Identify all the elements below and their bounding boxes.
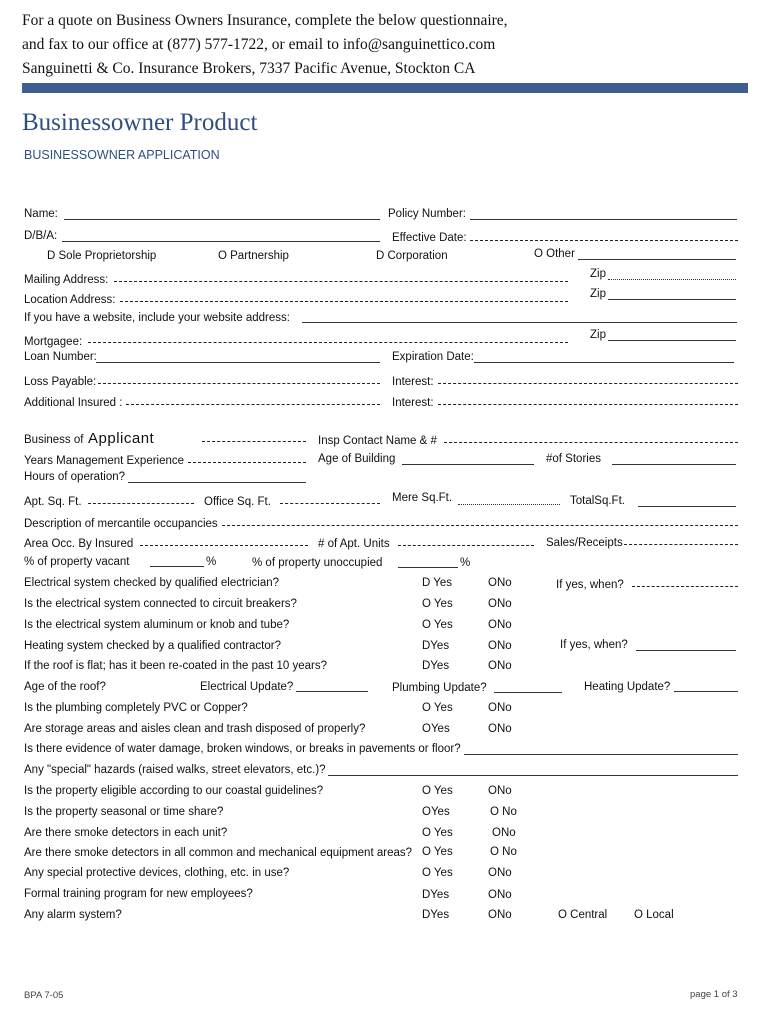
area-occ-label: Area Occ. By Insured — [24, 538, 134, 550]
q-smoke-common-yes[interactable]: O Yes — [422, 846, 453, 858]
q-alarm-yes[interactable]: DYes — [422, 909, 450, 921]
num-stories-label: #of Stories — [546, 453, 601, 465]
mercantile-label: Description of mercantile occupancies — [24, 518, 218, 530]
q-seasonal: Is the property seasonal or time share? — [24, 806, 224, 818]
location-address-field[interactable] — [120, 301, 568, 302]
zip-field-1[interactable] — [608, 279, 736, 280]
heating-update-field[interactable] — [674, 691, 738, 692]
plumbing-update-label: Plumbing Update? — [392, 682, 487, 694]
q-aluminum-yes[interactable]: O Yes — [422, 619, 453, 631]
website-field[interactable] — [302, 322, 737, 323]
q-seasonal-yes[interactable]: OYes — [422, 806, 450, 818]
q-roof-flat: If the roof is flat; has it been re-coated in the past 10 years? — [24, 660, 328, 672]
corporation-option[interactable]: D Corporation — [376, 250, 448, 262]
water-damage-field[interactable] — [464, 754, 738, 755]
mailing-address-label: Mailing Address: — [24, 274, 109, 286]
applicant-label: Applicant — [88, 430, 155, 447]
q-roof-flat-yes[interactable]: DYes — [422, 660, 450, 672]
zip-field-2[interactable] — [608, 299, 736, 300]
if-yes-when-label-1: If yes, when? — [556, 579, 624, 591]
expiration-date-field[interactable] — [474, 362, 734, 363]
q-plumbing-pvc-no[interactable]: ONo — [488, 702, 512, 714]
header-line-1: For a quote on Business Owners Insurance, complete the below questionnaire, — [22, 12, 508, 29]
q-protective: Any special protective devices, clothing, etc. in use? — [24, 867, 290, 879]
q-breakers-yes[interactable]: O Yes — [422, 598, 453, 610]
pct-unoccupied-label: % of property unoccupied — [252, 557, 383, 569]
q-electrical-checked-no[interactable]: ONo — [488, 577, 512, 589]
website-label: If you have a website, include your website address: — [24, 312, 290, 324]
business-of-label: Business of — [24, 434, 84, 446]
hours-field[interactable] — [128, 482, 306, 483]
policy-number-field[interactable] — [470, 219, 737, 220]
total-sqft-label: TotalSq.Ft. — [570, 495, 625, 507]
q-heating-checked: Heating system checked by a qualified contractor? — [24, 640, 281, 652]
q-coastal: Is the property eligible according to our coastal guidelines? — [24, 785, 324, 797]
q-plumbing-pvc: Is the plumbing completely PVC or Copper? — [24, 702, 248, 714]
total-sqft-field[interactable] — [638, 506, 736, 507]
q-heating-checked-yes[interactable]: DYes — [422, 640, 450, 652]
form-code: BPA 7-05 — [24, 990, 64, 1001]
age-of-roof-label: Age of the roof? — [24, 681, 106, 693]
mercantile-field[interactable] — [222, 525, 738, 526]
office-sqft-field[interactable] — [280, 503, 380, 504]
q-protective-no[interactable]: ONo — [488, 867, 512, 879]
years-management-label: Years Management Experience — [24, 455, 185, 467]
additional-insured-field[interactable] — [126, 404, 380, 405]
zip-field-3[interactable] — [608, 340, 736, 341]
years-management-field[interactable] — [188, 462, 306, 463]
name-label: Name: — [24, 208, 58, 220]
page-number: page 1 of 3 — [690, 989, 738, 1000]
num-apt-units-field[interactable] — [398, 545, 534, 546]
additional-insured-label: Additional Insured : — [24, 397, 123, 409]
q-seasonal-no[interactable]: O No — [490, 806, 517, 818]
num-apt-units-label: # of Apt. Units — [318, 538, 390, 550]
alarm-local-option[interactable]: O Local — [634, 909, 674, 921]
loss-payable-field[interactable] — [98, 383, 380, 384]
q-training: Formal training program for new employees? — [24, 888, 253, 900]
area-occ-field[interactable] — [140, 545, 308, 546]
q-breakers: Is the electrical system connected to circuit breakers? — [24, 598, 297, 610]
header-line-2: and fax to our office at (877) 577-1722, or email to info@sanguinettico.com — [22, 36, 496, 53]
num-stories-field[interactable] — [612, 464, 736, 465]
zip-label-2: Zip — [590, 288, 606, 300]
loan-number-label: Loan Number: — [24, 351, 97, 363]
page-subtitle: BUSINESSOWNER APPLICATION — [24, 148, 220, 162]
q-storage-no[interactable]: ONo — [488, 723, 512, 735]
q-smoke-unit-no[interactable]: ONo — [492, 827, 516, 839]
if-yes-when-label-2: If yes, when? — [560, 639, 628, 651]
expiration-date-label: Expiration Date: — [392, 351, 474, 363]
if-yes-when-field-1[interactable] — [632, 586, 738, 587]
q-smoke-unit: Are there smoke detectors in each unit? — [24, 827, 228, 839]
interest-label-1: Interest: — [392, 376, 434, 388]
if-yes-when-field-2[interactable] — [636, 650, 736, 651]
heating-update-label: Heating Update? — [584, 681, 671, 693]
mere-sqft-field[interactable] — [458, 504, 560, 505]
q-electrical-checked-yes[interactable]: D Yes — [422, 577, 453, 589]
interest-label-2: Interest: — [392, 397, 434, 409]
q-coastal-no[interactable]: ONo — [488, 785, 512, 797]
q-special-hazards: Any "special" hazards (raised walks, street elevators, etc.)? — [24, 764, 326, 776]
insp-contact-label: Insp Contact Name & # — [318, 435, 437, 447]
alarm-central-option[interactable]: O Central — [558, 909, 608, 921]
header-line-3: Sanguinetti & Co. Insurance Brokers, 7337 Pacific Avenue, Stockton CA — [22, 60, 476, 77]
hours-label: Hours of operation? — [24, 471, 126, 483]
q-storage-yes[interactable]: OYes — [422, 723, 450, 735]
electrical-update-label: Electrical Update? — [200, 681, 294, 693]
partnership-option[interactable]: O Partnership — [218, 250, 289, 262]
loss-payable-label: Loss Payable: — [24, 376, 97, 388]
other-field[interactable] — [578, 259, 736, 260]
q-alarm: Any alarm system? — [24, 909, 122, 921]
zip-label-3: Zip — [590, 329, 606, 341]
electrical-update-field[interactable] — [296, 691, 368, 692]
effective-date-label: Effective Date: — [392, 232, 467, 244]
dba-label: D/B/A: — [24, 230, 58, 242]
age-of-building-field[interactable] — [402, 464, 534, 465]
q-protective-yes[interactable]: O Yes — [422, 867, 453, 879]
sole-proprietorship-option[interactable]: D Sole Proprietorship — [47, 250, 157, 262]
q-roof-flat-no[interactable]: ONo — [488, 660, 512, 672]
business-of-field[interactable] — [202, 441, 306, 442]
plumbing-update-field[interactable] — [494, 692, 562, 693]
name-field[interactable] — [64, 219, 380, 220]
other-option[interactable]: O Other — [534, 248, 575, 260]
insp-contact-field[interactable] — [444, 442, 738, 443]
apt-sqft-field[interactable] — [88, 503, 194, 504]
mortgagee-label: Mortgagee: — [24, 336, 83, 348]
q-coastal-yes[interactable]: O Yes — [422, 785, 453, 797]
q-storage: Are storage areas and aisles clean and trash disposed of properly? — [24, 723, 366, 735]
interest-field-2[interactable] — [438, 404, 738, 405]
pct-vacant-field[interactable] — [150, 566, 204, 567]
policy-number-label: Policy Number: — [388, 208, 466, 220]
q-smoke-unit-yes[interactable]: O Yes — [422, 827, 453, 839]
sales-receipts-field[interactable] — [624, 544, 738, 545]
q-training-yes[interactable]: DYes — [422, 889, 450, 901]
special-hazards-field[interactable] — [328, 775, 738, 776]
q-training-no[interactable]: ONo — [488, 889, 512, 901]
mailing-address-field[interactable] — [114, 281, 568, 282]
pct-vacant-sign: % — [206, 556, 217, 568]
pct-unoccupied-sign: % — [460, 557, 471, 569]
zip-label-1: Zip — [590, 268, 606, 280]
loan-number-field[interactable] — [96, 362, 380, 363]
q-aluminum-no[interactable]: ONo — [488, 619, 512, 631]
effective-date-field[interactable] — [470, 240, 738, 241]
pct-unoccupied-field[interactable] — [398, 567, 458, 568]
header-band — [22, 83, 748, 93]
q-water-damage: Is there evidence of water damage, broken windows, or breaks in pavements or floor? — [24, 743, 461, 755]
mere-sqft-label: Mere Sq.Ft. — [392, 492, 453, 504]
office-sqft-label: Office Sq. Ft. — [204, 496, 271, 508]
mortgagee-field[interactable] — [88, 342, 568, 343]
dba-field[interactable] — [62, 241, 380, 242]
location-address-label: Location Address: — [24, 294, 116, 306]
q-heating-checked-no[interactable]: ONo — [488, 640, 512, 652]
q-electrical-checked: Electrical system checked by qualified electrician? — [24, 577, 280, 589]
apt-sqft-label: Apt. Sq. Ft. — [24, 496, 82, 508]
page-title: Businessowner Product — [22, 109, 258, 136]
q-breakers-no[interactable]: ONo — [488, 598, 512, 610]
age-of-building-label: Age of Building — [318, 453, 396, 465]
q-aluminum: Is the electrical system aluminum or knob and tube? — [24, 619, 290, 631]
pct-vacant-label: % of property vacant — [24, 556, 130, 568]
q-plumbing-pvc-yes[interactable]: O Yes — [422, 702, 453, 714]
interest-field-1[interactable] — [438, 383, 738, 384]
sales-receipts-label: Sales/Receipts — [546, 537, 623, 549]
q-smoke-common-no[interactable]: O No — [490, 846, 517, 858]
q-alarm-no[interactable]: ONo — [488, 909, 512, 921]
q-smoke-common: Are there smoke detectors in all common and mechanical equipment areas? — [24, 847, 413, 859]
